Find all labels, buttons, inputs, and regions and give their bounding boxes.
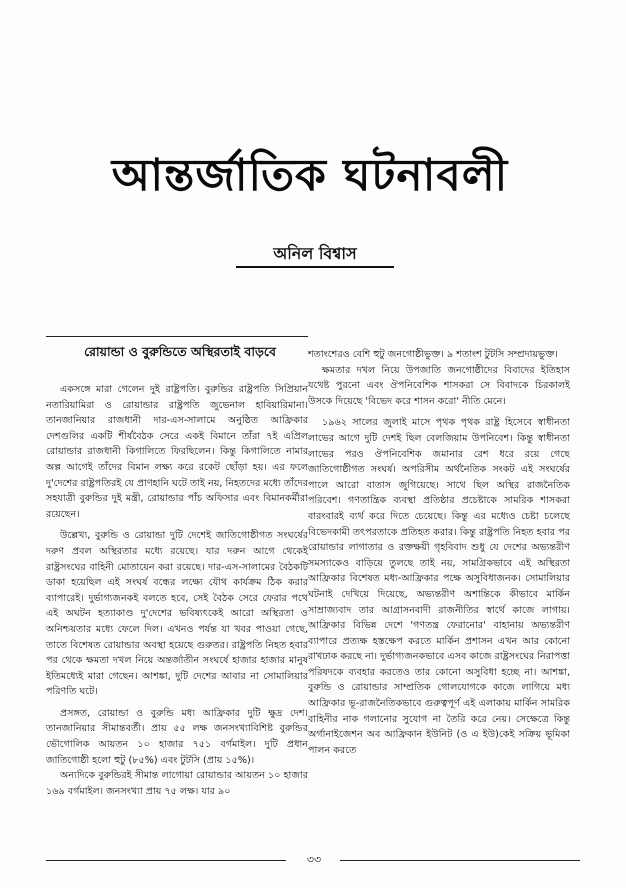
author-underline [236,266,394,268]
article-heading: রোয়ান্ডা ও বুরুন্ডিতে অস্থিরতাই বাড়বে [84,344,276,359]
page-number: ৩৩ [306,853,322,866]
left-paragraph-4: অন্যদিকে বুরুন্ডিরই সীমান্ত লাগোয়া রোয়ান্ডার আয়তন ১০ হাজার ১৬৯ বর্গমাইল। জনসংখ্যা প্রায় ৭৫ লক্ষ। যার ৯০ [46,770,308,797]
section-heading-rule [46,336,308,337]
footer-rule-right [340,860,580,861]
footer-rule-left [46,860,286,861]
author-name: অনিল বিশ্বাস [273,244,357,263]
page-title: আন্তর্জাতিক ঘটনাবলী [111,150,509,201]
right-paragraph-2: ক্ষমতার দখল নিয়ে উপজাতি জনগোষ্ঠীদের বিবাদের ইতিহাস যথেষ্ট পুরনো এবং ঔপনিবেশিক শাসকরা সে বিবাদকে চিরকালই উসকে দিয়েছে 'বিভেদ করে শাসন করো' নীতি মেনে। [308,364,570,407]
right-column [308,347,570,758]
right-paragraph-1: শতাংশেরও বেশি হুটু জনগোষ্ঠীভুক্ত। ৯ শতাংশ টুটসি সম্প্রদায়ভুক্ত। [308,349,558,360]
left-paragraph-1: একসঙ্গে মারা গেলেন দুই রাষ্ট্রপতি। বুরুন্ডির রাষ্ট্রপতি সিপ্রিয়ান নতারিয়ামিরা ও রোয়ান্ডার রাষ্ট্রপতি জুভেনাল হাবিয়ারিমানা। তানজানিয়ার রাজধানী দার-এস-সালামে অনুষ্ঠিত আফ্রিকার দেশগুলির একটি শীর্ষবৈঠক সেরে একই বিমানে তাঁরা ৭ই এপ্রিল রোয়ান্ডার রাজধানী কিগালিতে ফিরছিলেন। কিন্তু কিগালিতে নামার অল্প আগেই তাঁদের বিমান লক্ষ্য করে রকেট ছোঁড়া হয়। এর ফলে দু'দেশের রাষ্ট্রপতিরই যে প্রাণহানি ঘটে তাই নয়, নিহতদের মধ্যে তাঁদের সহযাত্রী বুরুন্ডির দুই মন্ত্রী, রোয়ান্ডার পাঁচ অফিসার এবং বিমানকর্মীরা রয়েছেন। [46,384,309,520]
right-paragraph-3: ১৯৬২ সালের জুলাই মাসে পৃথক পৃথক রাষ্ট্র হিসেবে স্বাধীনতা লাভের আগে দুটি দেশই ছিল বেলজিয়াম উপনিবেশ। কিন্তু স্বাধীনতা লাভের পরও ঔপনিবেশিক জমানার রেশ ধরে রয়ে গেছে জাতিগোষ্ঠীগত সংঘর্ষ। অপরিসীম অর্থনৈতিক সংকট এই সংঘর্ষের পালে আরো বাতাস জুগিয়েছে। সাথে ছিল অস্থির রাজনৈতিক পরিবেশ। গণতান্ত্রিক ব্যবস্থা প্রতিষ্ঠার প্রচেষ্টাকে সামরিক শাসকরা বারংবারই ব্যর্থ করে দিতে চেয়েছে। কিন্তু এর মধ্যেও চেষ্টা চলেছে বিভেদকামী তৎপরতাকে প্রতিহত করার। কিন্তু রাষ্ট্রপতি নিহত হবার পর রোয়ান্ডার লাগাতার ও রক্তক্ষয়ী গৃহবিবাদ শুধু যে দেশের অভ্যন্তরীণ সমস্যাকেও বাড়িয়ে তুলছে তাই নয়, সামগ্রিকভাবে এই অস্থিরতা আফ্রিকার বিশেষত মধ্য-আফ্রিকার পক্ষে অসুবিধাজনক। সোমালিয়ার ঘটনাই দেখিয়ে দিয়েছে, অভ্যন্তরীণ অশান্তিকে কীভাবে মার্কিন সাম্রাজ্যবাদ তার আগ্রাসনবাদী রাজনীতির স্বার্থে কাজে লাগায়। আফ্রিকার বিভিন্ন দেশে 'গণতন্ত্র ফেরানোর' বাহানায় অভ্যন্তরীণ ব্যাপারে প্রত্যক্ষ হস্তক্ষেপ করতে মার্কিন প্রশাসন এখন আর কোনো রাখঢাক করছে না। দুর্ভাগ্যজনকভাবে এসব কাজে রাষ্ট্রসংঘের নিরাপত্তা পরিষদকে ব্যবহার করতেও তার কোনো অসুবিধা হচ্ছে না। আশঙ্কা, বুরুন্ডি ও রোয়ান্ডার সাম্প্রতিক গোলযোগকে কাজে লাগিয়ে মধ্য আফ্রিকার ভূ-রাজনৈতিকভাবে গুরুত্বপূর্ণ এই এলাকায় মার্কিন সামরিক বাহিনীর নাক গলানোর সুযোগ না তৈরি করে নেয়। সেক্ষেত্রে কিন্তু অর্গানাইজেশন অব আফ্রিকান ইউনিট (ও এ ইউ)কেই সক্রিয় ভূমিকা পালন করতে [308,417,570,756]
left-paragraph-2: উল্লেখ্য, বুরুন্ডি ও রোয়ান্ডা দুটি দেশেই জাতিগোষ্ঠীগত সংঘর্ষের দরুণ প্রবল অস্থিরতার মধ্যে রয়েছে। যার দরুন আগে থেকেই রাষ্ট্রসংঘের বাহিনী মোতায়েন করা রয়েছে। দার-এস-সালামের বৈঠকটি ডাকা হয়েছিল এই সংঘর্ষ বন্ধের লক্ষ্যে যৌথ কার্যক্রম ঠিক করার ব্যাপারেই। দুর্ভাগ্যজনকই বলতে হবে, সেই বৈঠক সেরে ফেরার পথে এই অঘটন হত্যাকাণ্ড দু'দেশের ভবিষ্যৎকেই আরো অস্থিরতা ও অনিশ্চয়তার মধ্যে ফেলে দিল। এখনও পর্যন্ত যা খবর পাওয়া গেছে, তাতে বিশেষত রোয়ান্ডার অবস্থা হয়েছে গুরুতর। রাষ্ট্রপতি নিহত হবার পর থেকে ক্ষমতা দখল নিয়ে অন্তর্জাতীন সংঘর্ষে হাজার হাজার মানুষ ইতিমধ্যেই মারা গেছেন। আশঙ্কা, দুটি দেশের আবার না সোমালিয়ার পরিণতি ঘটে। [46,530,308,698]
left-paragraph-3: প্রসঙ্গত, রোয়ান্ডা ও বুরুন্ডি মধ্য আফ্রিকার দুটি ক্ষুদ্র দেশ। তানজানিয়ার সীমান্তবর্তী। প্রায় ৫৫ লক্ষ জনসংখ্যাবিশিষ্ট বুরুন্ডির ভৌগোলিক আয়তন ১০ হাজার ৭৫১ বর্গমাইল। দুটি প্রধান জাতিগোষ্ঠী হলো হুটু (৮৫%) এবং টুটসি (প্রায় ১৫%)। [46,707,308,766]
left-column [46,382,308,799]
